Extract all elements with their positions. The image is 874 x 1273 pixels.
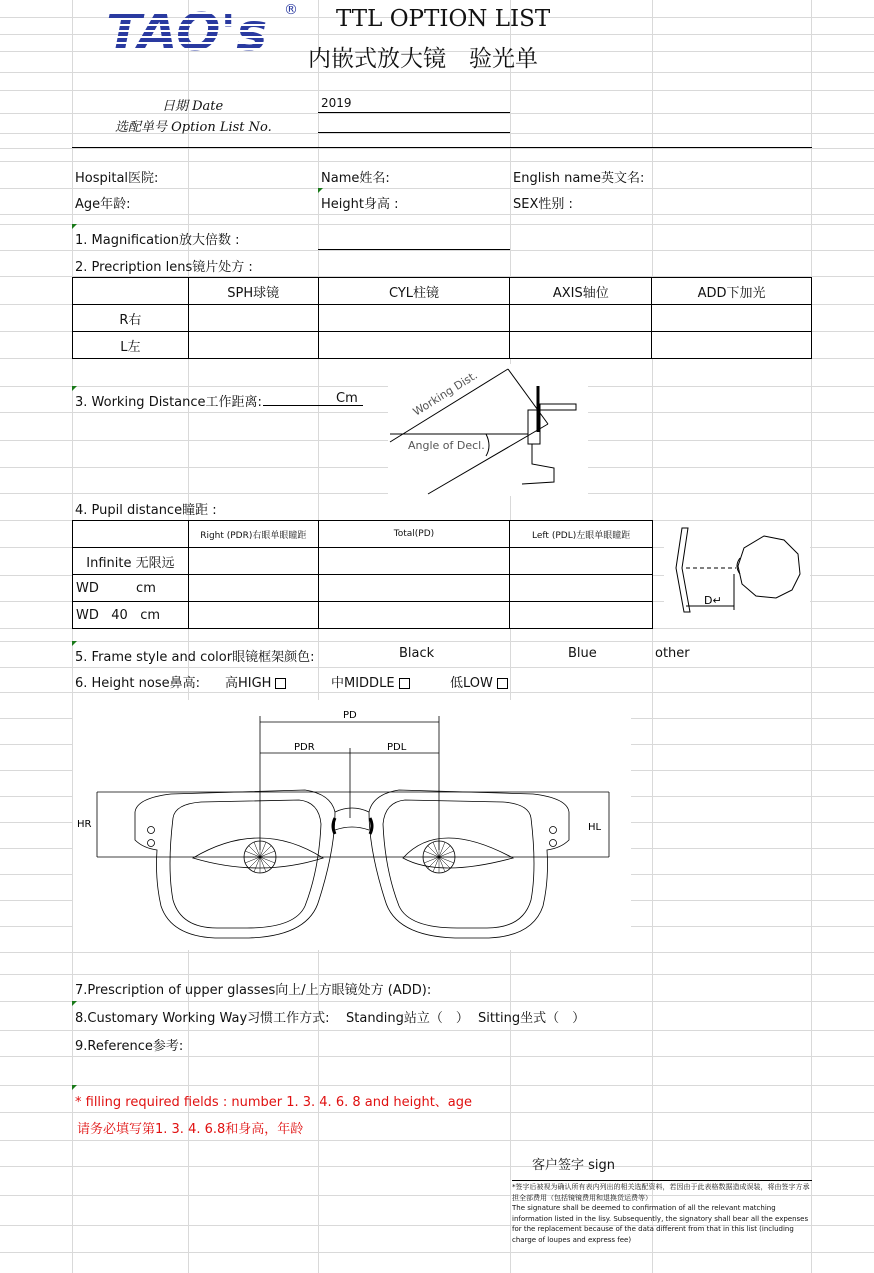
cell-marker xyxy=(72,224,77,229)
input-cell[interactable] xyxy=(188,305,318,332)
header-cell: AXIS轴位 xyxy=(510,278,652,305)
input-cell[interactable] xyxy=(188,575,318,602)
cell-marker xyxy=(72,1001,77,1006)
cell-marker xyxy=(72,641,77,646)
hr-label: HR xyxy=(77,819,92,830)
name-label: Name姓名: xyxy=(321,171,390,186)
title-en: TTL OPTION LIST xyxy=(336,6,551,32)
frame-option-black[interactable]: Black xyxy=(399,646,435,661)
header-cell: ADD下加光 xyxy=(652,278,812,305)
working-way-label: 8.Customary Working Way习惯工作方式: xyxy=(75,1011,330,1026)
taos-logo xyxy=(106,2,306,60)
nose-low-option[interactable] xyxy=(450,672,508,691)
table-row xyxy=(73,575,653,602)
option-no-field[interactable] xyxy=(318,132,510,133)
row-label: Infinite 无限远 xyxy=(73,548,189,575)
cell-marker xyxy=(72,1085,77,1090)
header-cell: Total(PD) xyxy=(318,521,510,548)
input-cell[interactable] xyxy=(510,602,653,629)
checkbox[interactable] xyxy=(497,678,508,689)
height-label: Height身高 : xyxy=(321,197,399,212)
header-cell: SPH球镜 xyxy=(188,278,318,305)
nose-label: 6. Height nose鼻高: xyxy=(75,676,200,691)
signature-note-en: The signature shall be deemed to confirmation of all the relevant matching information listed in the lisy. Subsequently, the signatory shall bear all the expenses for the replacement because of the data different from that in this list (including charge of loupes and express fee) xyxy=(512,1204,809,1244)
frame-label: 5. Frame style and color眼镜框架颜色: xyxy=(75,650,315,665)
magnification-field[interactable] xyxy=(318,249,510,250)
header-cell: Left (PDL)左眼单眼瞳距 xyxy=(510,521,653,548)
nose-high-option[interactable] xyxy=(225,672,286,691)
input-cell[interactable] xyxy=(188,602,318,629)
nose-low-label: 低LOW xyxy=(450,676,493,691)
working-distance-unit: Cm xyxy=(336,391,358,406)
cell-marker xyxy=(72,386,77,391)
sitting-option[interactable]: Sitting坐式（ ） xyxy=(478,1011,586,1026)
signature-note xyxy=(512,1182,812,1245)
input-cell[interactable] xyxy=(510,305,652,332)
header-rule xyxy=(72,147,812,148)
table-row xyxy=(73,548,653,575)
glasses-measurement-diagram xyxy=(73,700,631,950)
hospital-label: Hospital医院: xyxy=(75,171,159,186)
input-cell[interactable] xyxy=(652,305,812,332)
cell-marker xyxy=(318,188,323,193)
checkbox[interactable] xyxy=(399,678,410,689)
signature-note-cn: *签字后被视为确认所有表内列出的相关选配资料，若因由于此表格数据造成误装，将由签字方承担全部费用（包括镜镜费用和退换货运费等） xyxy=(512,1183,810,1202)
brand-wordmark: TAO's xyxy=(106,3,268,56)
d-label: D↵ xyxy=(704,594,722,607)
required-fields-cn: 请务必填写第1. 3. 4. 6.8和身高，年龄 xyxy=(77,1122,304,1137)
table-header-row xyxy=(73,278,812,305)
signature-field[interactable] xyxy=(512,1180,812,1181)
input-cell[interactable] xyxy=(318,602,510,629)
input-cell[interactable] xyxy=(318,548,510,575)
pdl-label: PDL xyxy=(387,742,407,753)
nose-middle-label: 中MIDDLE xyxy=(331,676,395,691)
table-row xyxy=(73,305,812,332)
sign-label: 客户签字 sign xyxy=(532,1158,616,1173)
pupil-distance-label: 4. Pupil distance瞳距 : xyxy=(75,503,217,518)
age-label: Age年龄: xyxy=(75,197,131,212)
magnification-label: 1. Magnification放大倍数 : xyxy=(75,233,240,248)
working-distance-label: 3. Working Distance工作距离: xyxy=(75,395,262,410)
input-cell[interactable] xyxy=(318,305,510,332)
header-cell: Right (PDR)右眼单眼瞳距 xyxy=(188,521,318,548)
pdr-label: PDR xyxy=(294,742,315,753)
table-row xyxy=(73,332,812,359)
input-cell[interactable] xyxy=(318,332,510,359)
table-row xyxy=(73,602,653,629)
row-label: L左 xyxy=(73,332,189,359)
pd-label: PD xyxy=(343,710,357,721)
checkbox[interactable] xyxy=(275,678,286,689)
nose-high-label: 高HIGH xyxy=(225,676,272,691)
date-underline xyxy=(318,112,510,113)
required-fields-en: * filling required fields : number 1. 3. 4. 6. 8 and height、age xyxy=(75,1095,473,1110)
input-cell[interactable] xyxy=(652,332,812,359)
header-cell: CYL柱镜 xyxy=(318,278,510,305)
prescription-table xyxy=(72,277,812,359)
header-cell xyxy=(73,278,189,305)
working-distance-diagram xyxy=(388,364,588,496)
input-cell[interactable] xyxy=(510,575,653,602)
registered-mark: ® xyxy=(284,2,298,18)
prescription-label: 2. Precription lens镜片处方 : xyxy=(75,260,253,275)
input-cell[interactable] xyxy=(510,332,652,359)
frame-option-other[interactable]: other xyxy=(655,646,690,661)
table-header-row xyxy=(73,521,653,548)
sex-label: SEX性别 : xyxy=(513,197,573,212)
reference-label: 9.Reference参考: xyxy=(75,1039,184,1054)
standing-option[interactable]: Standing站立（ ） xyxy=(346,1011,469,1026)
frame-option-blue[interactable]: Blue xyxy=(568,646,597,661)
header-cell xyxy=(73,521,189,548)
row-label: R右 xyxy=(73,305,189,332)
row-label: WD 40 cm xyxy=(73,602,189,629)
angle-text: Angle of Decl. xyxy=(408,439,485,452)
input-cell[interactable] xyxy=(188,548,318,575)
pupil-distance-table xyxy=(72,520,653,629)
date-label: 日期 Date xyxy=(162,99,224,114)
input-cell[interactable] xyxy=(318,575,510,602)
option-no-label: 选配单号 Option List No. xyxy=(115,120,272,135)
hl-label: HL xyxy=(588,822,602,833)
working-dist-text: Working Dist. xyxy=(410,368,480,419)
eye-distance-diagram xyxy=(664,524,810,620)
input-cell[interactable] xyxy=(188,332,318,359)
english-name-label: English name英文名: xyxy=(513,171,645,186)
title-cn: 内嵌式放大镜 验光单 xyxy=(308,46,538,72)
row-label: WD cm xyxy=(73,575,189,602)
nose-middle-option[interactable] xyxy=(331,672,410,691)
upper-glasses-label: 7.Prescription of upper glasses向上/上方眼镜处方 (ADD): xyxy=(75,983,432,998)
date-value[interactable]: 2019 xyxy=(321,96,352,110)
input-cell[interactable] xyxy=(510,548,653,575)
